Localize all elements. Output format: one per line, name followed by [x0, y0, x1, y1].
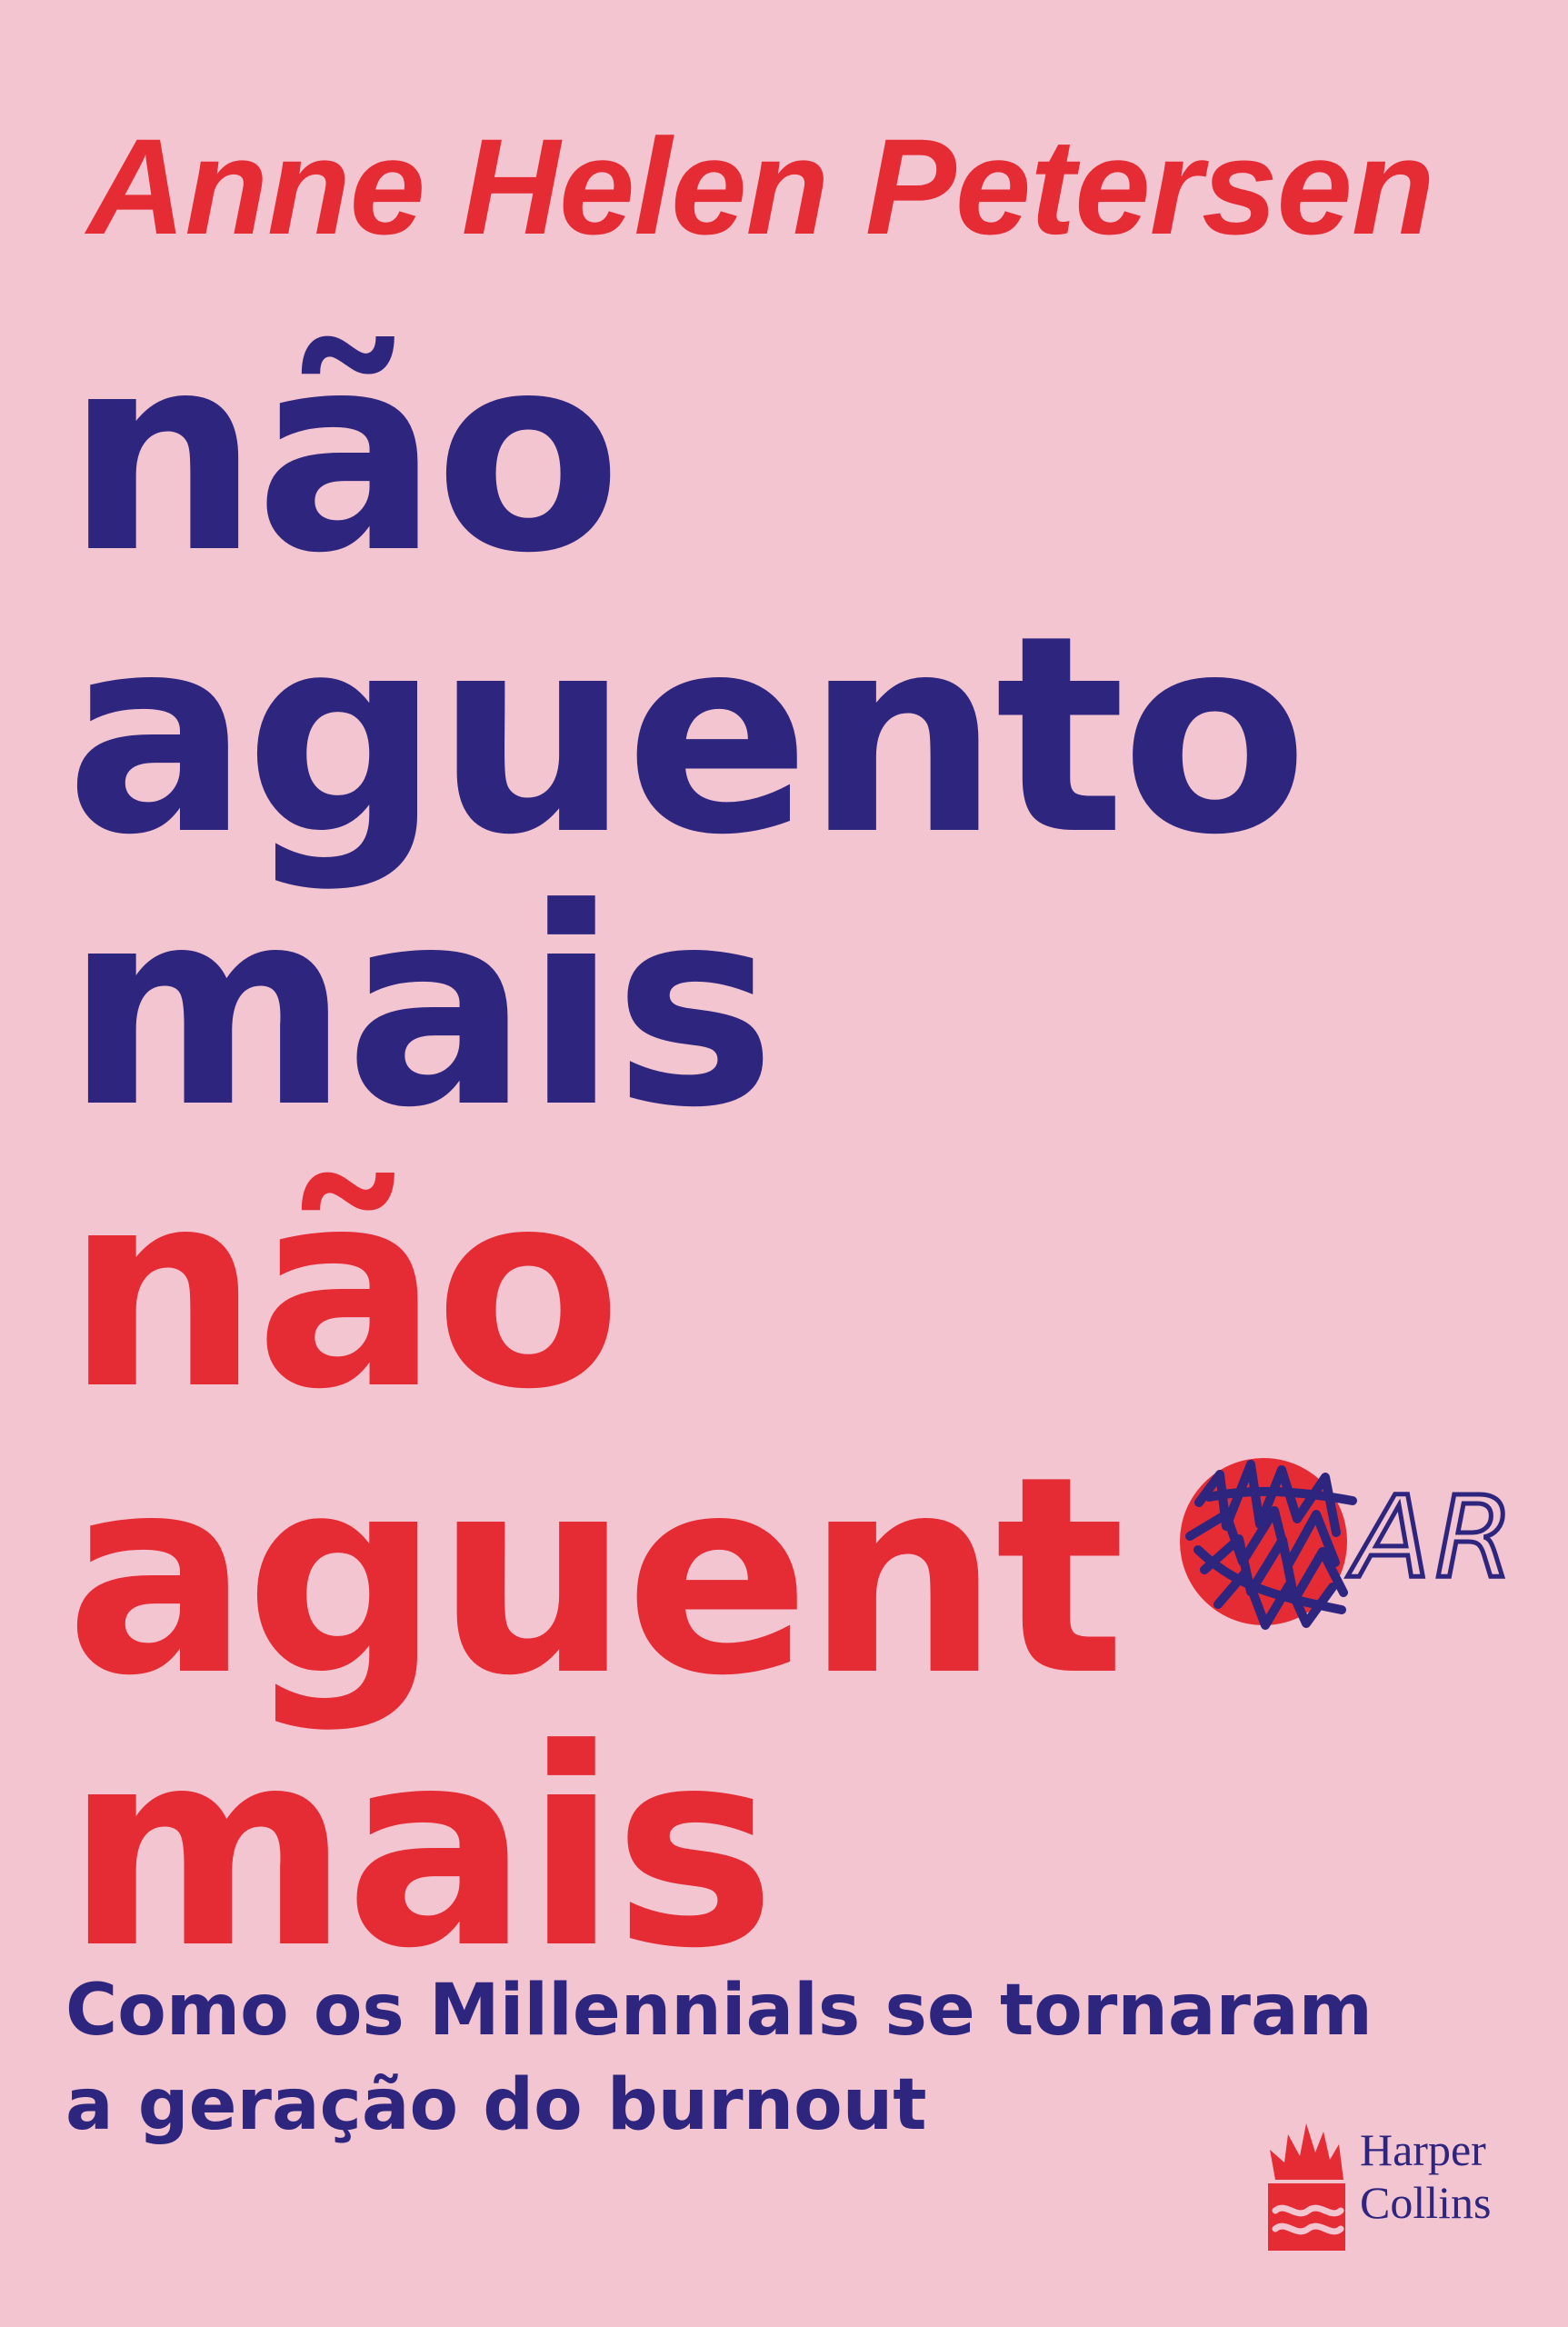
publisher-name-line-2: Collins	[1360, 2177, 1492, 2228]
subtitle-line-2: a geração do burnout	[65, 2064, 927, 2146]
flame-wave-icon	[1268, 2118, 1345, 2251]
title-line-4: não	[65, 1132, 618, 1449]
handwritten-ar-text: AR	[1353, 1473, 1518, 1603]
title-line-5: aguent	[65, 1418, 1122, 1735]
title-line-1: não	[65, 295, 618, 613]
subtitle	[65, 1963, 1429, 2152]
title-line-6: mais	[65, 1691, 772, 2008]
publisher-name	[1360, 2123, 1491, 2229]
subtitle-line-1: Como os Millennials se tornaram	[65, 1970, 1373, 2052]
publisher-name-line-1: Harper	[1360, 2124, 1486, 2175]
publisher-logo	[1268, 2118, 1532, 2263]
author-name: Anne Helen Petersen	[87, 110, 1434, 263]
title-line-2: aguento	[65, 577, 1304, 894]
title-line-3: mais	[65, 850, 772, 1167]
handwritten-ar-scribble	[1168, 1436, 1523, 1682]
